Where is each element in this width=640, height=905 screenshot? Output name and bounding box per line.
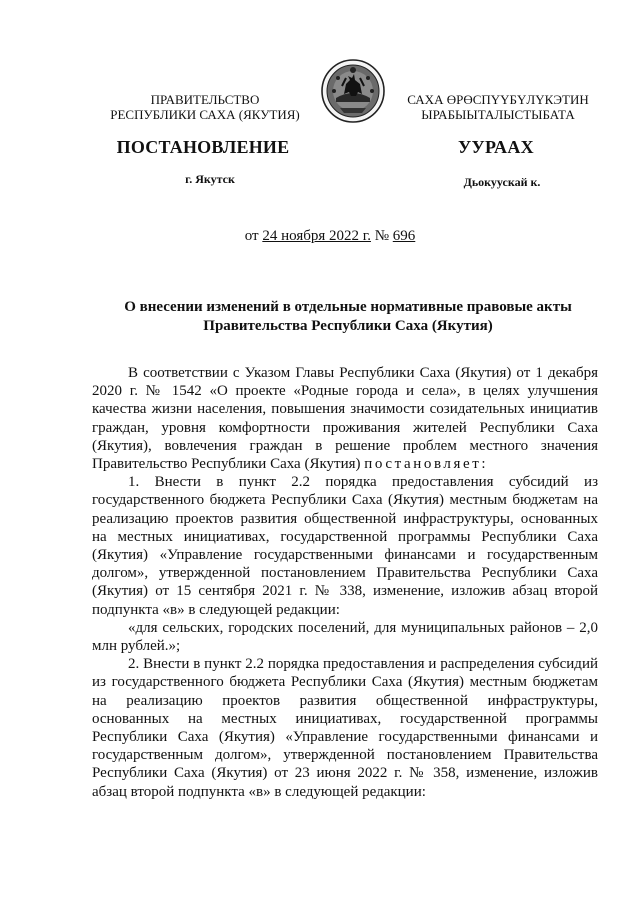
decree-number: 696 [392,228,416,244]
subject-line2: Правительства Республики Саха (Якутия) [203,318,493,334]
decree-prefix: от [244,228,259,244]
issuer-sakha-line1: САХА ӨРӨСПҮҮБҮЛҮКЭТИН [407,92,589,107]
city-sakha: Дьокуускай к. [463,175,541,189]
intro-paragraph [92,364,598,473]
issuer-sakha-line2: ЫРАБЫЫТАЛЫСТЫБАТА [421,107,575,122]
issuer-ru-line2: РЕСПУБЛИКИ САХА (ЯКУТИЯ) [110,107,300,122]
coat-of-arms-icon [320,58,386,124]
doc-type-ru: ПОСТАНОВЛЕНИЕ [116,137,290,157]
city-ru: г. Якутск [185,172,235,186]
issuer-ru-line1: ПРАВИТЕЛЬСТВО [150,92,260,107]
item-1-paragraph: 1. Внести в пункт 2.2 порядка предоставления субсидий из государственного бюджета Республики Саха (Якутия) местным бюджетам на реализацию проектов развития общественной инфраструктуры, основанных на местных инициативах, государственной программы Республики Саха (Якутия) «Управление государственными финансами и государственным долгом», утвержденной постановлением Правительства Республики Саха (Якутия) от 15 сентября 2021 г. № 338, изменение, изложив абзац второй подпункта «в» в следующей редакции: [92,474,598,618]
decree-date: 24 ноября 2022 г. [262,228,371,244]
decree-dateline [230,228,430,245]
issuer-sakha [392,92,604,122]
decree-number-sign: № [374,228,390,244]
decree-subject [96,298,600,336]
intro-text: В соответствии с Указом Главы Республики Саха (Якутия) от 1 декабря 2020 г. № 1542 «О проекте «Родные города и села», в целях улучшения качества жизни населения, повышения значимости созидательных инициатив граждан, уровня комфортности проживания жителей Республики Саха (Якутия), вовлечения граждан в решение проблем местного значения Правительство Республики Саха (Якутия) [92,365,598,473]
issuer-ru [100,92,310,122]
decree-body [92,364,598,801]
subject-line1: О внесении изменений в отдельные нормативные правовые акты [124,299,572,315]
resolves-word: постановляет: [364,456,489,473]
quote-1-paragraph: «для сельских, городских поселений, для муниципальных районов – 2,0 млн рублей.»; [92,619,598,655]
item-2-paragraph: 2. Внести в пункт 2.2 порядка предоставления и распределения субсидий из государственного бюджета Республики Саха (Якутия) местным бюджетам на реализацию проектов развития общественной инфраструктуры, основанных на местных инициативах, государственной программы Республики Саха (Якутия) «Управление государственными финансами и государственным долгом», утвержденной постановлением Правительства Республики Саха (Якутия) от 23 июня 2022 г. № 358, изменение, изложив абзац второй подпункта «в» в следующей редакции: [92,656,598,800]
doc-type-sakha: УУРААХ [458,137,534,157]
